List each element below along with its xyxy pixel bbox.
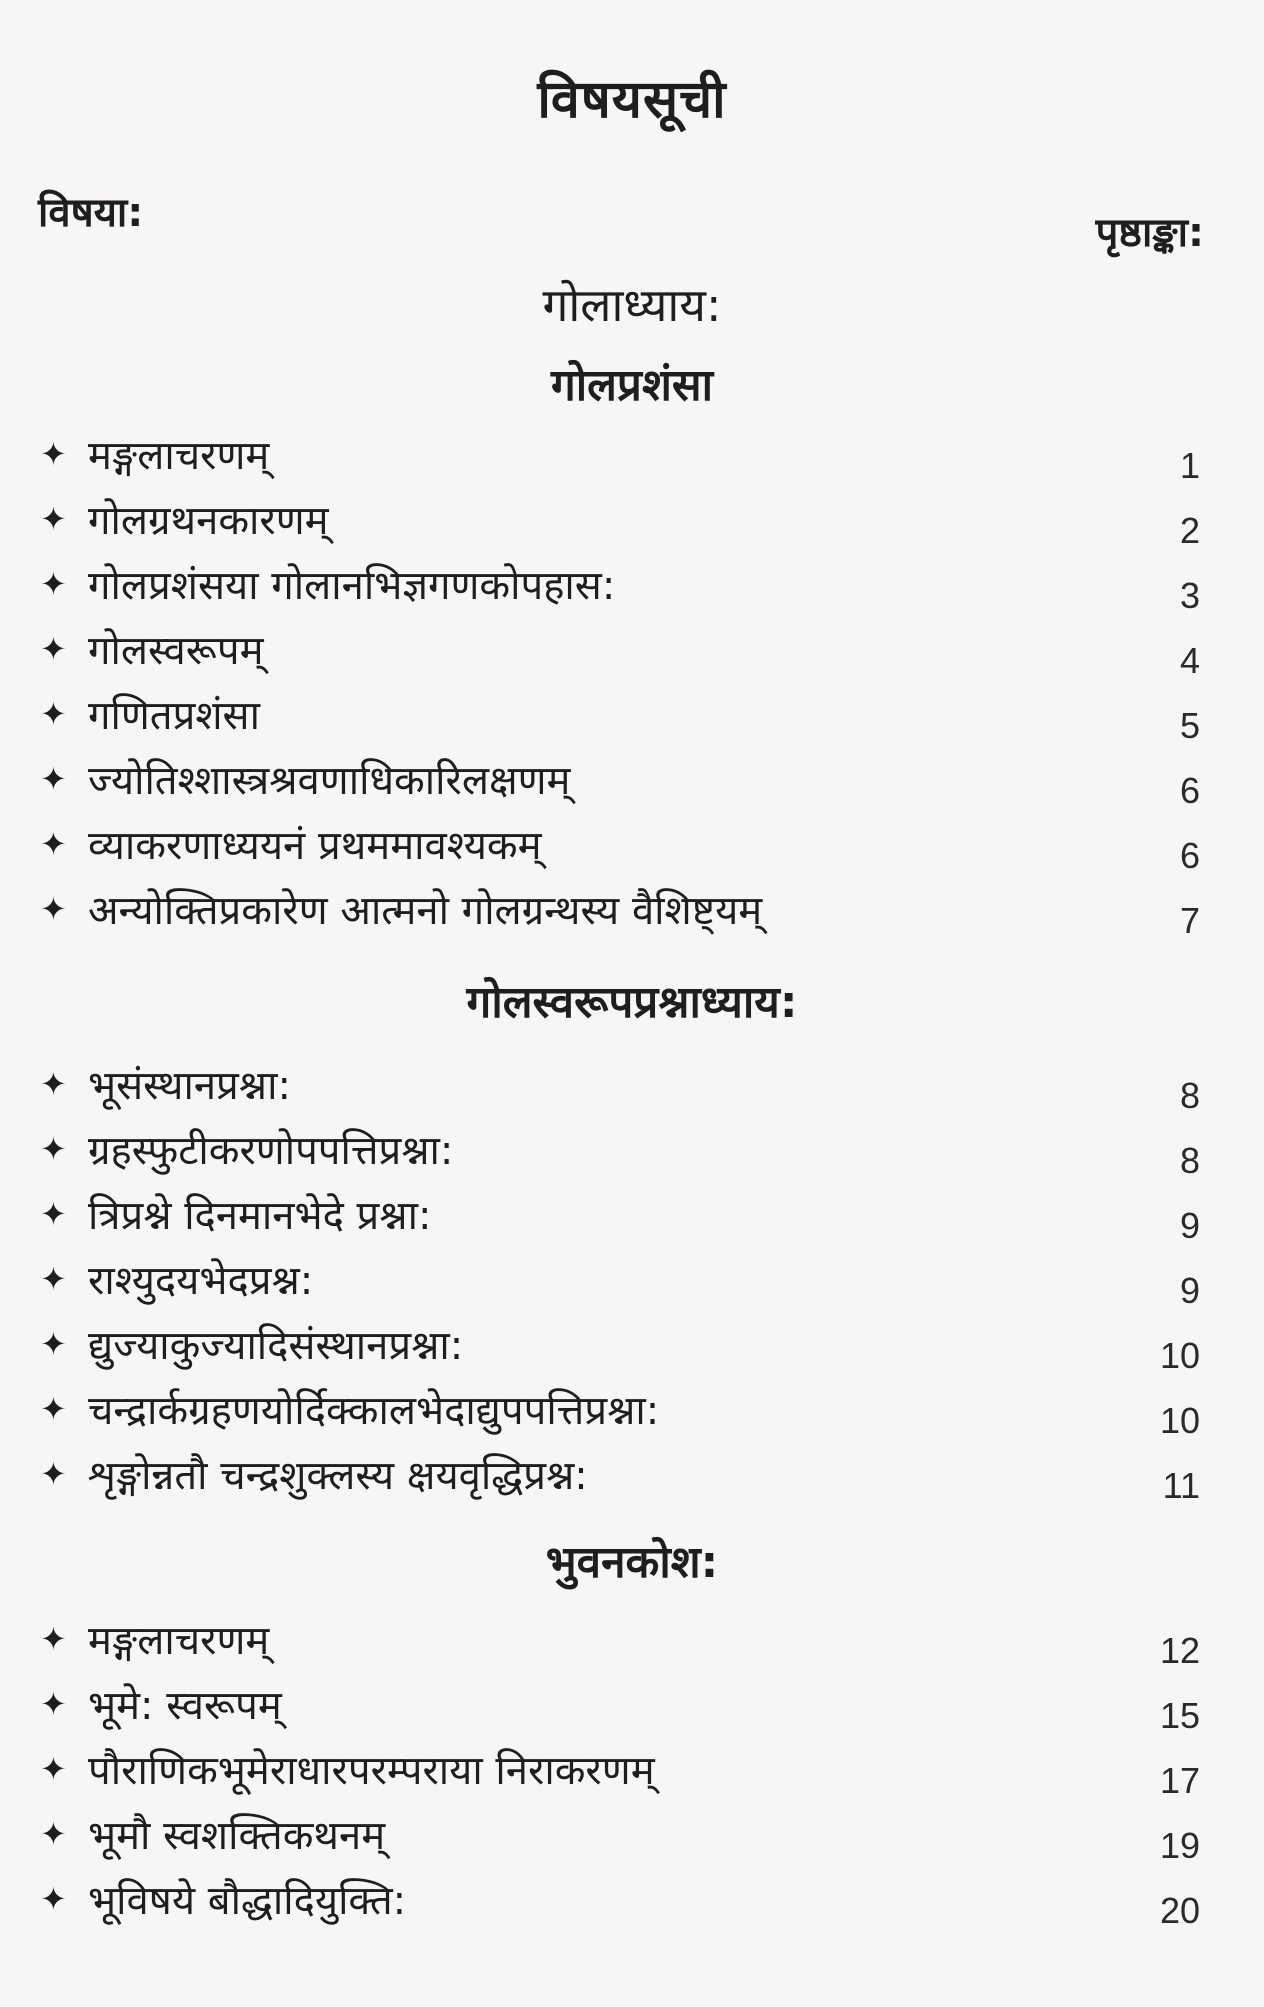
entry-title: भूमौ स्वशक्तिकथनम्: [88, 1813, 386, 1859]
star-bullet-icon: ✦: [40, 1260, 67, 1298]
star-bullet-icon: ✦: [40, 435, 67, 473]
entry-page-number: 7: [1179, 900, 1200, 941]
entry-title: अन्योक्तिप्रकारेण आत्मनो गोलग्रन्थस्य वैशिष्ट्यम्: [88, 888, 763, 934]
entry-title: मङ्गलाचरणम्: [88, 433, 270, 479]
toc-entry[interactable]: [0, 1060, 1264, 1116]
toc-entry[interactable]: [0, 1125, 1264, 1181]
toc-entry[interactable]: [0, 1255, 1264, 1311]
page-title: विषयसूची: [537, 70, 727, 130]
entry-page-number: 5: [1179, 705, 1200, 746]
toc-entry[interactable]: [0, 430, 1264, 486]
star-bullet-icon: ✦: [40, 1065, 67, 1103]
star-bullet-icon: ✦: [40, 1815, 67, 1853]
entry-title: व्याकरणाध्ययनं प्रथममावश्यकम्: [88, 823, 542, 869]
toc-entry[interactable]: [0, 495, 1264, 551]
star-bullet-icon: ✦: [40, 1620, 67, 1658]
toc-entry[interactable]: [0, 1875, 1264, 1931]
entry-title: गोलस्वरूपम्: [88, 628, 264, 674]
entry-page-number: 12: [1159, 1630, 1200, 1671]
entry-title: चन्द्रार्कग्रहणयोर्दिक्कालभेदाद्युपपत्तिप्रश्ना:: [88, 1388, 660, 1434]
star-bullet-icon: ✦: [40, 825, 67, 863]
entry-title: भूविषये बौद्धादियुक्ति:: [88, 1878, 407, 1924]
entry-title: शृङ्गोन्नतौ चन्द्रशुक्लस्य क्षयवृद्धिप्रश्न:: [88, 1453, 588, 1499]
entry-page-number: 6: [1179, 770, 1200, 811]
entry-page-number: 4: [1179, 640, 1200, 681]
entry-page-number: 15: [1159, 1695, 1200, 1736]
star-bullet-icon: ✦: [40, 1880, 67, 1918]
page-numbers-column-header: पृष्ठाङ्का:: [1095, 210, 1204, 256]
entry-title: मङ्गलाचरणम्: [88, 1618, 270, 1664]
entry-page-number: 9: [1179, 1270, 1200, 1311]
entry-page-number: 8: [1179, 1075, 1200, 1116]
entry-title: राश्युदयभेदप्रश्न:: [88, 1258, 314, 1304]
toc-entry[interactable]: [0, 1615, 1264, 1671]
entry-page-number: 19: [1159, 1825, 1200, 1866]
entry-page-number: 2: [1179, 510, 1200, 551]
toc-entry[interactable]: [0, 755, 1264, 811]
toc-entry[interactable]: [0, 820, 1264, 876]
entry-page-number: 17: [1159, 1760, 1200, 1801]
star-bullet-icon: ✦: [40, 890, 67, 928]
entry-page-number: 1: [1179, 445, 1200, 486]
entry-title: भूमे: स्वरूपम्: [88, 1683, 282, 1729]
entry-title: गोलग्रथनकारणम्: [88, 498, 329, 544]
entry-title: द्युज्याकुज्यादिसंस्थानप्रश्ना:: [88, 1323, 464, 1369]
toc-entry[interactable]: [0, 1190, 1264, 1246]
star-bullet-icon: ✦: [40, 500, 67, 538]
toc-entry[interactable]: [0, 560, 1264, 616]
star-bullet-icon: ✦: [40, 1750, 67, 1788]
toc-entry[interactable]: [0, 1320, 1264, 1376]
star-bullet-icon: ✦: [40, 1390, 67, 1428]
toc-entry[interactable]: [0, 1810, 1264, 1866]
entry-title: त्रिप्रश्ने दिनमानभेदे प्रश्ना:: [88, 1193, 432, 1239]
section-heading: गोलस्वरूपप्रश्नाध्याय:: [466, 977, 798, 1028]
toc-entry[interactable]: [0, 625, 1264, 681]
section-heading: भुवनकोश:: [545, 1537, 719, 1588]
entry-page-number: 8: [1179, 1140, 1200, 1181]
entry-page-number: 3: [1179, 575, 1200, 616]
entry-title: ज्योतिश्शास्त्रश्रवणाधिकारिलक्षणम्: [88, 758, 571, 804]
toc-entry[interactable]: [0, 1745, 1264, 1801]
entry-title: पौराणिकभूमेराधारपरम्पराया निराकरणम्: [88, 1748, 655, 1794]
star-bullet-icon: ✦: [40, 760, 67, 798]
entry-page-number: 20: [1159, 1890, 1200, 1931]
entry-page-number: 10: [1159, 1335, 1200, 1376]
entry-page-number: 6: [1179, 835, 1200, 876]
entry-page-number: 11: [1162, 1465, 1200, 1506]
toc-entry[interactable]: [0, 1450, 1264, 1506]
toc-entry[interactable]: [0, 885, 1264, 941]
star-bullet-icon: ✦: [40, 1195, 67, 1233]
star-bullet-icon: ✦: [40, 1325, 67, 1363]
star-bullet-icon: ✦: [40, 630, 67, 668]
toc-entry[interactable]: [0, 1385, 1264, 1441]
star-bullet-icon: ✦: [40, 695, 67, 733]
star-bullet-icon: ✦: [40, 1455, 67, 1493]
entry-page-number: 9: [1179, 1205, 1200, 1246]
entry-title: ग्रहस्फुटीकरणोपपत्तिप्रश्ना:: [88, 1128, 454, 1174]
entry-page-number: 10: [1159, 1400, 1200, 1441]
toc-entry[interactable]: [0, 690, 1264, 746]
part-title: गोलाध्याय:: [542, 278, 722, 332]
toc-entry[interactable]: [0, 1680, 1264, 1736]
star-bullet-icon: ✦: [40, 1685, 67, 1723]
entry-title: भूसंस्थानप्रश्ना:: [88, 1063, 291, 1109]
subjects-column-header: विषया:: [38, 190, 144, 236]
star-bullet-icon: ✦: [40, 565, 67, 603]
star-bullet-icon: ✦: [40, 1130, 67, 1168]
entry-title: गोलप्रशंसया गोलानभिज्ञगणकोपहास:: [88, 563, 616, 609]
entry-title: गणितप्रशंसा: [88, 693, 260, 739]
section-heading: गोलप्रशंसा: [550, 360, 714, 411]
